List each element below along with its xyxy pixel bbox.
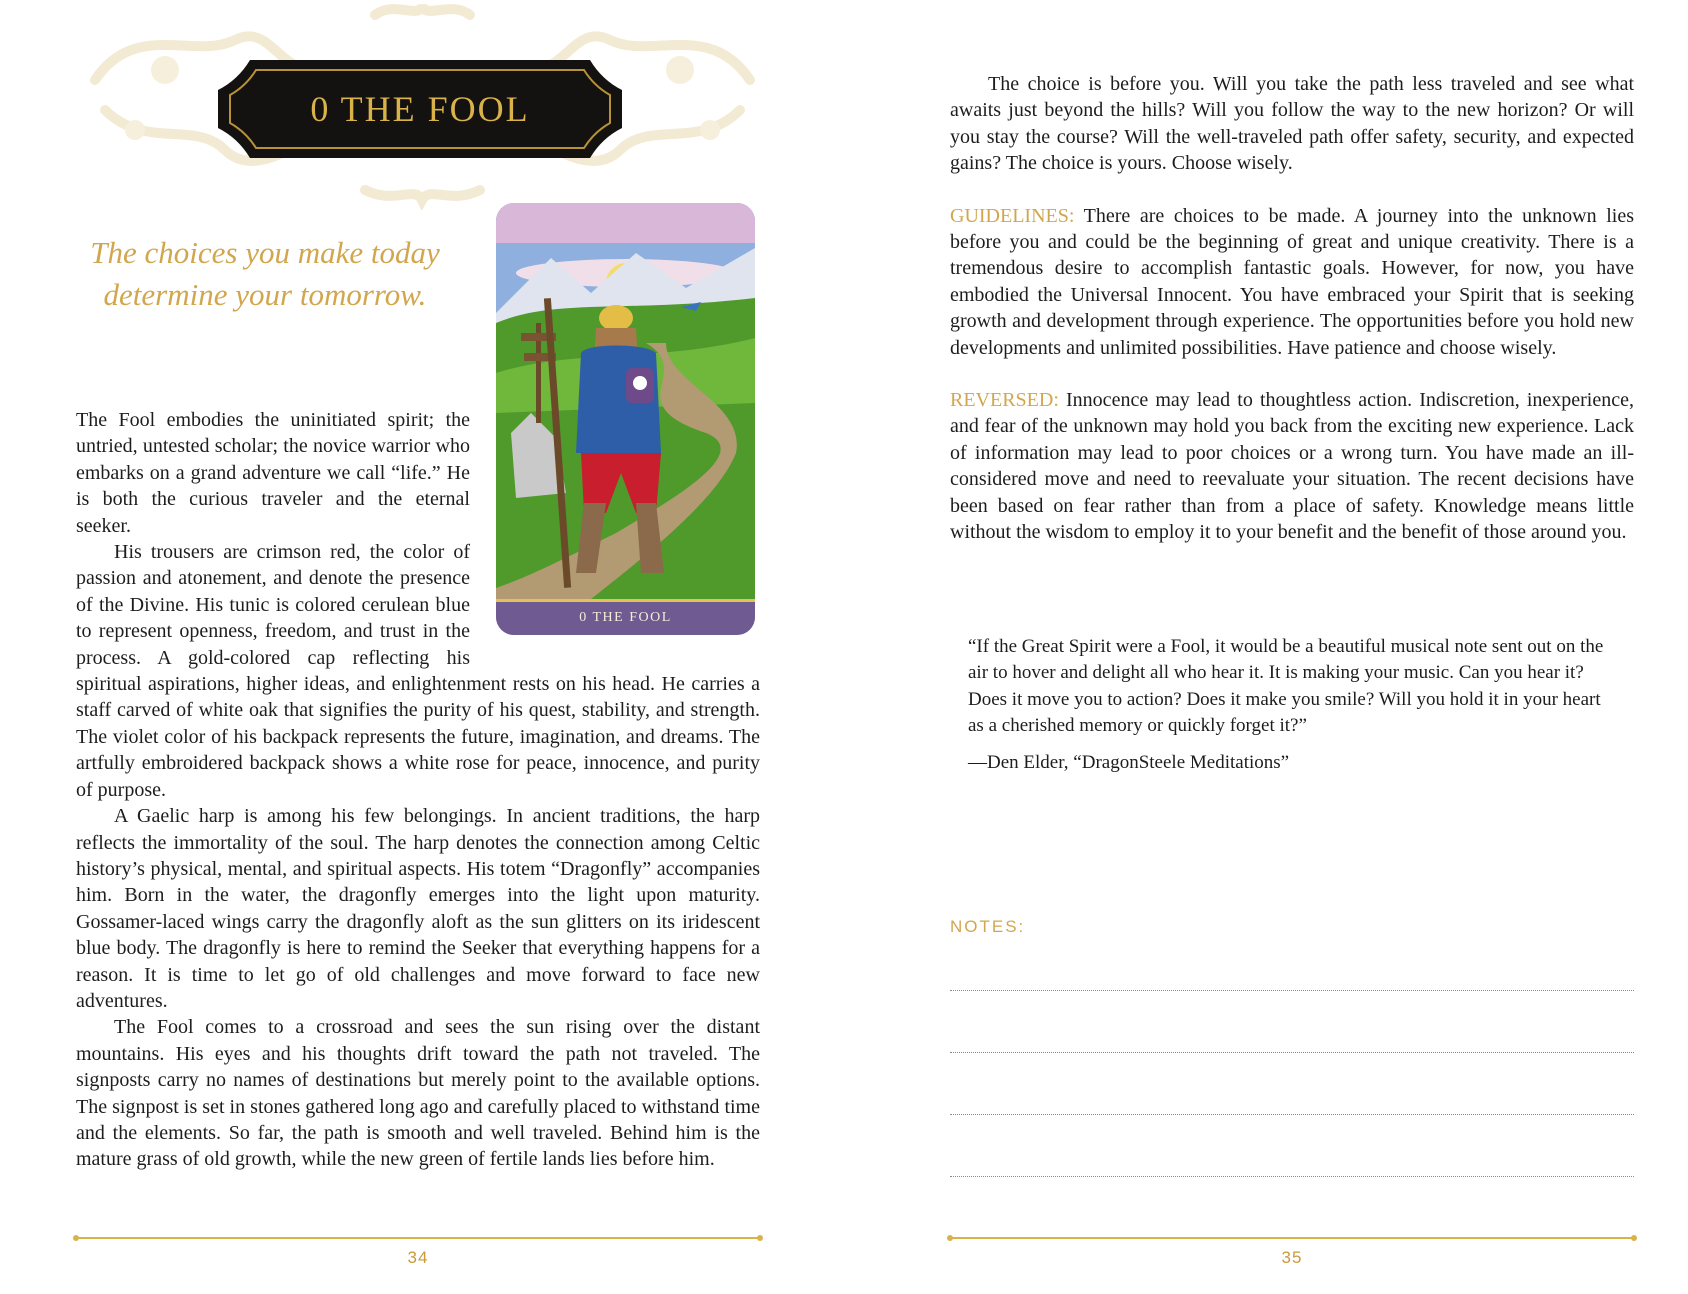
reversed-text: Innocence may lead to thoughtless action. Indiscretion, inexperience, and fear of the unknown may hold you back from the exciting new experience. Lack of information may lead to poor choices or a wrong turn. You have made an ill-considered move and need to reevaluate your situation. The recent decisions have been based on fear rather than from a place of safety. Knowledge means little without the wisdom to employ it to your benefit and the benefit of those around you. [950,389,1634,544]
paragraph: The Fool embodies the uninitiated spirit; the untried, untested scholar; the novice warrior who embarks on a grand adventure we call “life.” He is both the curious traveler and the eternal seeker. [76,409,470,537]
right-page [844,0,1688,1294]
tagline: The choices you make today determine your tomorrow. [90,235,440,312]
page-number: 35 [1281,1248,1303,1267]
quote-block [968,634,1608,776]
reversed-paragraph [950,387,1634,545]
footer-rule [76,1237,760,1239]
paragraph: A Gaelic harp is among his few belongings. In ancient traditions, the harp reflects the immortality of the soul. The harp denotes the connection among Celtic history’s physical, mental, and spiritual aspects. His totem “Dragonfly” accompanies him. Born in the water, the dragonfly emerges into the light upon maturity. Gossamer-laced wings carry the dragonfly aloft as the sun glitters on its iridescent blue body. The dragonfly is here to remind the Seeker that everything happens for a reason. It is time to let go of old challenges and move forward to face new adventures. [76,805,760,1012]
quote-attribution: —Den Elder, “DragonSteele Meditations” [968,751,1290,773]
note-line [950,1114,1634,1115]
intro-paragraph: The choice is before you. Will you take the path less traveled and see what awaits just beyond the hills? Will you follow the way to the new horizon? Or will you stay the course? Will the well-traveled path offer safety, security, and expected gains? The choice is yours. Choose wisely. [950,73,1634,175]
footer-rule [950,1237,1634,1239]
note-line [950,1052,1634,1053]
guidelines-label: GUIDELINES: [950,204,1075,227]
paragraph: The Fool comes to a crossroad and sees the sun rising over the distant mountains. His eyes and his thoughts drift toward the path not traveled. The signposts carry no names of destinations but merely point to the available options. The signpost is set in stones gathered long ago and carefully placed to withstand time and the elements. So far, the path is smooth and well traveled. Behind him is the mature grass of old growth, while the new green of fertile lands lies before him. [76,1016,760,1171]
card-label: 0 THE FOOL [579,610,672,625]
page-title: 0 THE FOOL [310,89,530,129]
quote-text: “If the Great Spirit were a Fool, it would be a beautiful musical note sent out on the air to hover and delight all who hear it. It is making your music. Can you hear it? Does it move you to action? Does it make you smile? Will you hold it in your heart as a cherished memory or quickly forget it?” [968,636,1604,737]
note-line [950,990,1634,991]
note-line [950,1176,1634,1177]
paragraph: His trousers are crimson red, the color of passion and atonement, and denote the presence of the Divine. His tunic is colored cerulean blue to represent openness, freedom, and trust in the process. A gold-colored cap reflecting his spiritual aspirations, higher ideas, and enlightenment rests on his head. He carries a staff carved of white oak that signifies the purity of his quest, stability, and strength. The violet color of his backpack represents the future, imagination, and dreams. The artfully embroidered backpack shows a white rose for peace, innocence, and purity of purpose. [76,541,760,801]
guidelines-text: There are choices to be made. A journey into the unknown lies before you and could be the beginning of great and unique creativity. There is a tremendous desire to accomplish fantastic goals. However, for now, you have embodied the Universal Innocent. You have embraced your Spirit that is seeking growth and development through experience. The opportunities before you hold new developments and unlimited possibilities. Have patience and choose wisely. [950,204,1634,359]
right-body-text [950,71,1634,572]
left-body-text [76,407,760,1173]
page-number: 34 [407,1248,429,1267]
reversed-label: REVERSED: [950,389,1059,412]
guidelines-paragraph [950,203,1634,361]
notes-label: NOTES: [950,917,1026,936]
